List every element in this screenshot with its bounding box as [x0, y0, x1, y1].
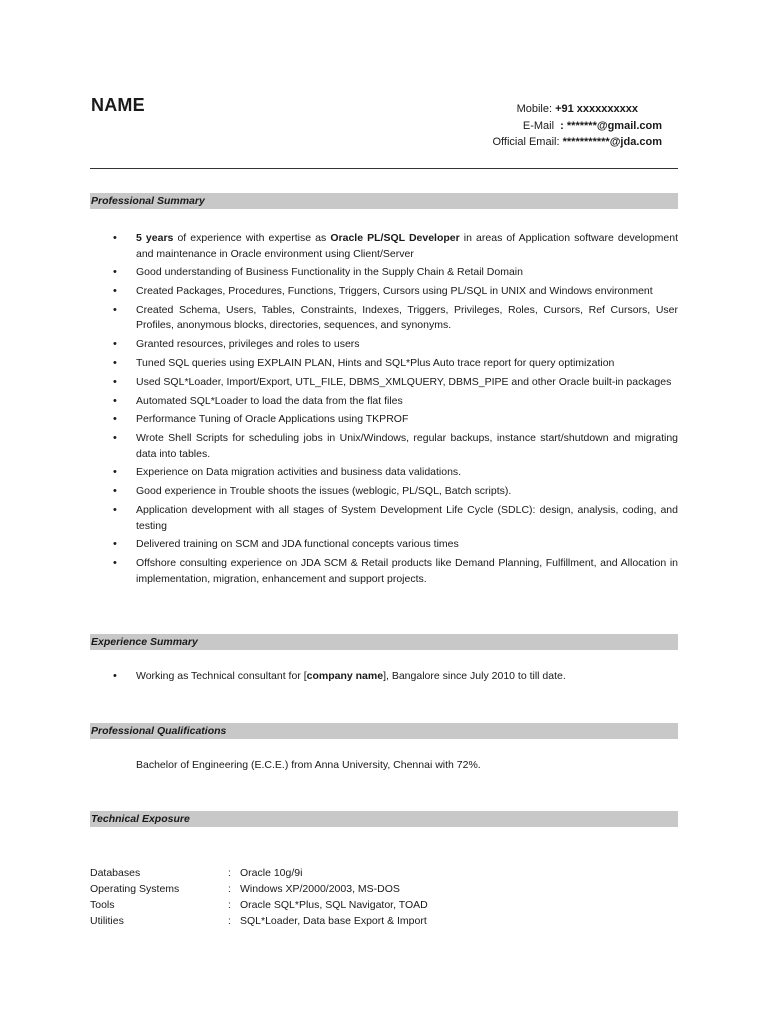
official-email-line: [493, 134, 663, 151]
tech-label: Operating Systems: [90, 883, 180, 895]
tech-colon: :: [228, 883, 231, 895]
list-item: • Good experience in Trouble shoots the issues (weblogic, PL/SQL, Batch scripts).: [90, 484, 678, 500]
list-item-bold: 5 years: [136, 232, 174, 244]
list-item-text: ], Bangalore since July 2010 to till date.: [383, 670, 566, 682]
table-row: [90, 865, 428, 881]
header-divider: [90, 168, 678, 169]
mobile-value: +91 xxxxxxxxxx: [555, 103, 638, 115]
tech-value: Windows XP/2000/2003, MS-DOS: [240, 883, 400, 895]
list-item: • Tuned SQL queries using EXPLAIN PLAN, Hints and SQL*Plus Auto trace report for query optimization: [90, 356, 678, 372]
list-item-bold: Oracle PL/SQL Developer: [330, 232, 460, 244]
list-item-text: of experience with expertise as: [173, 232, 331, 244]
tech-label: Utilities: [90, 915, 124, 927]
list-item: • Used SQL*Loader, Import/Export, UTL_FILE, DBMS_XMLQUERY, DBMS_PIPE and other Oracle built-in packages: [90, 375, 678, 391]
list-item: • Automated SQL*Loader to load the data from the flat files: [90, 394, 678, 410]
list-item-text: Working as Technical consultant for [: [136, 670, 307, 682]
mobile-line: [493, 101, 639, 118]
list-item: • Created Schema, Users, Tables, Constraints, Indexes, Triggers, Privileges, Roles, Cursors, Ref Cursors, User Profiles, anonymous blocks, directories, sequences, and synonyms.: [90, 303, 678, 334]
section-professional-summary: Professional Summary: [90, 193, 678, 209]
mobile-label: Mobile:: [516, 103, 553, 115]
email-value: : *******@gmail.com: [560, 119, 662, 132]
list-item: • Delivered training on SCM and JDA functional concepts various times: [90, 537, 678, 553]
technical-exposure-table: [90, 865, 428, 929]
list-item-text: in areas of Application software development and maintenance in Oracle environment using Client/Server: [136, 232, 678, 260]
list-item: • Good understanding of Business Functionality in the Supply Chain & Retail Domain: [90, 265, 678, 281]
list-item: • Performance Tuning of Oracle Applications using TKPROF: [90, 412, 678, 428]
contact-block: [493, 101, 663, 151]
company-name: company name: [306, 670, 384, 682]
tech-value: Oracle SQL*Plus, SQL Navigator, TOAD: [240, 899, 428, 911]
tech-label: Databases: [90, 867, 141, 879]
tech-colon: :: [228, 915, 231, 927]
tech-colon: :: [228, 867, 231, 879]
list-item: • Experience on Data migration activities and business data validations.: [90, 465, 678, 481]
table-row: [90, 913, 428, 929]
section-professional-qualifications: Professional Qualifications: [90, 723, 678, 739]
resume-name: NAME: [91, 95, 145, 115]
qualification-text: Bachelor of Engineering (E.C.E.) from Anna University, Chennai with 72%.: [136, 759, 481, 771]
tech-value: Oracle 10g/9i: [240, 867, 303, 879]
official-email-label: Official Email:: [492, 136, 560, 148]
list-item: • Created Packages, Procedures, Functions, Triggers, Cursors using PL/SQL in UNIX and Windows environment: [90, 284, 678, 300]
experience-summary-list: [90, 669, 678, 688]
tech-colon: :: [228, 899, 231, 911]
table-row: [90, 881, 428, 897]
section-technical-exposure: Technical Exposure: [90, 811, 678, 827]
list-item: • Offshore consulting experience on JDA SCM & Retail products like Demand Planning, Fulfillment, and Allocation in implementation, migration, enhancement and support projects.: [90, 556, 678, 587]
email-line: [493, 118, 663, 135]
list-item: [90, 669, 678, 685]
official-email-value: ***********@jda.com: [562, 136, 662, 148]
tech-label: Tools: [90, 899, 115, 911]
professional-summary-list: [90, 231, 678, 590]
list-item: • Application development with all stages of System Development Life Cycle (SDLC): design, analysis, coding, and testing: [90, 503, 678, 534]
table-row: [90, 897, 428, 913]
section-experience-summary: Experience Summary: [90, 634, 678, 650]
list-item: • Granted resources, privileges and roles to users: [90, 337, 678, 353]
list-item: • Wrote Shell Scripts for scheduling jobs in Unix/Windows, regular backups, instance start/shutdown and migrating data into tables.: [90, 431, 678, 462]
email-label: E-Mail: [522, 119, 555, 132]
tech-value: SQL*Loader, Data base Export & Import: [240, 915, 427, 927]
list-item: [90, 231, 678, 262]
